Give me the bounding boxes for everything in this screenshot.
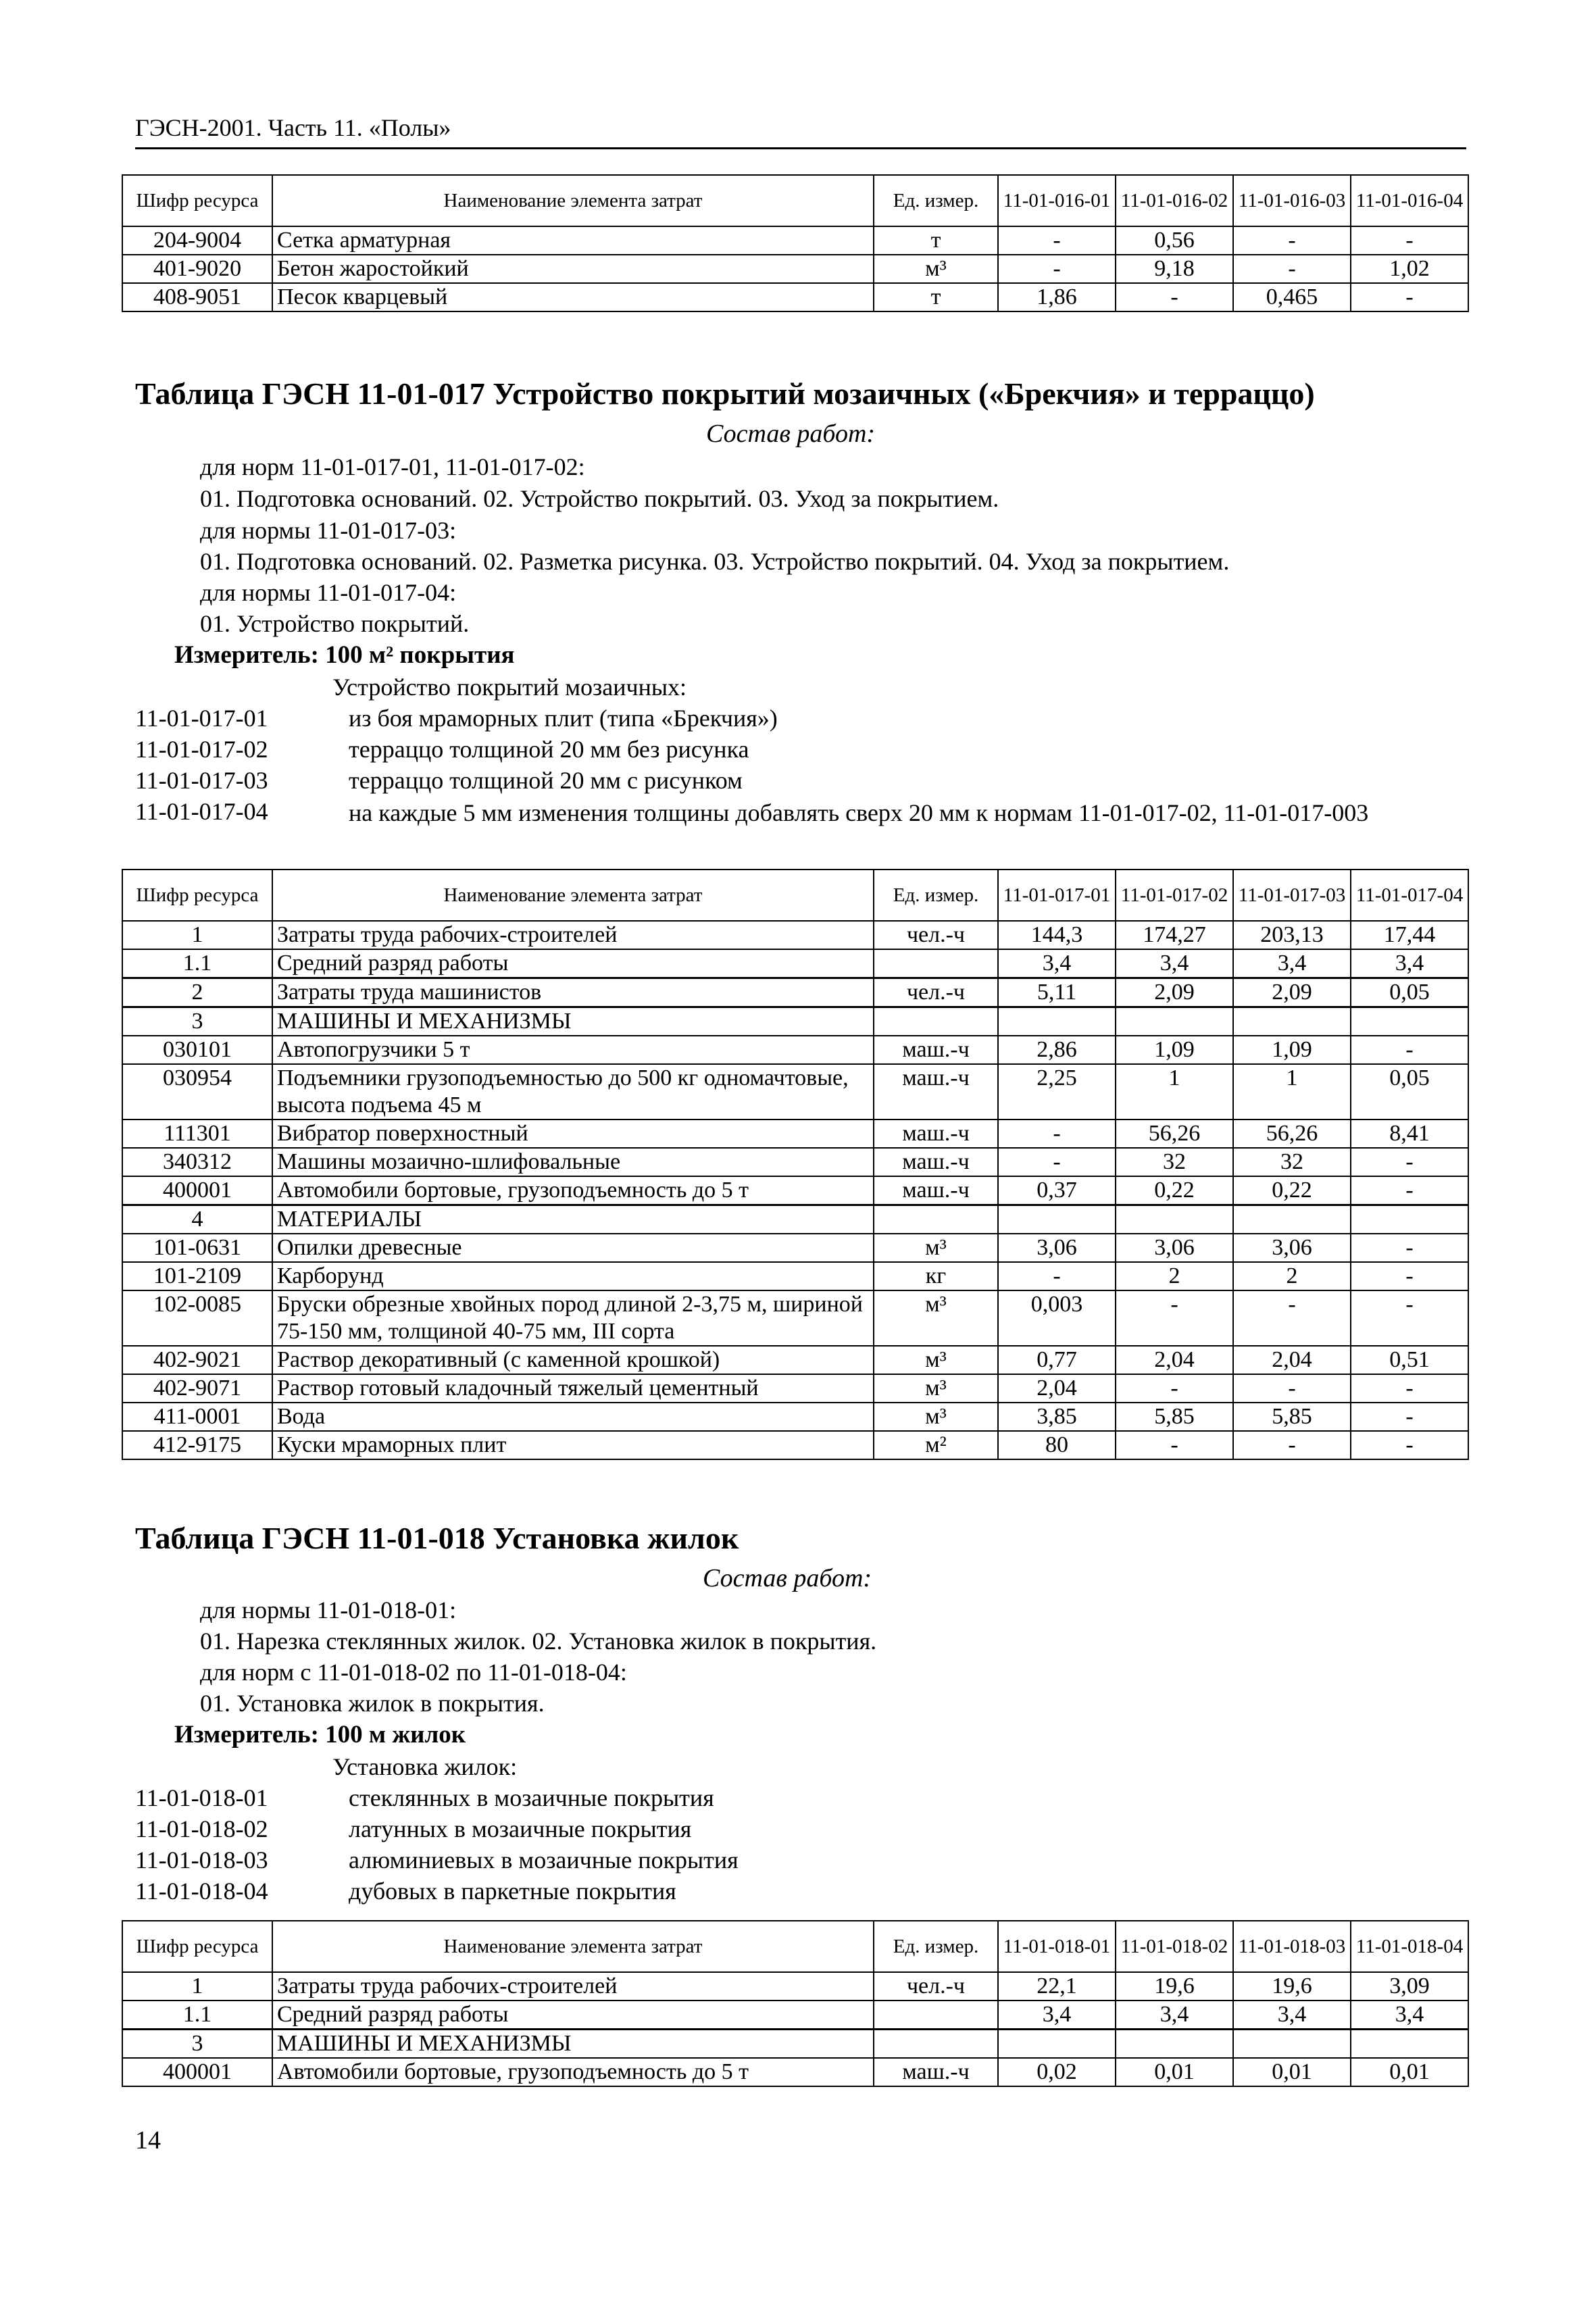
cell-value: 0,02 — [998, 2058, 1116, 2086]
header-name: Наименование элемента затрат — [272, 1921, 874, 1972]
cell-value: 9,18 — [1116, 255, 1233, 283]
cell-unit — [874, 1007, 998, 1036]
cell-value: 22,1 — [998, 1972, 1116, 2001]
cell-value: 1 — [1233, 1064, 1351, 1120]
cell-value — [998, 1205, 1116, 1234]
table-row — [122, 1234, 1468, 1262]
cell-unit: м³ — [874, 1403, 998, 1431]
cell-value: 3,4 — [1351, 2001, 1468, 2030]
cell-unit: маш.-ч — [874, 1120, 998, 1148]
cell-value: 0,05 — [1351, 1064, 1468, 1120]
cell-value: - — [1233, 255, 1351, 283]
norm-group-label: Устройство покрытий мозаичных: — [332, 674, 687, 701]
cell-value: 0,37 — [998, 1176, 1116, 1205]
section-title-018: Таблица ГЭСН 11-01-018 Установка жилок — [135, 1521, 739, 1555]
running-header: ГЭСН-2001. Часть 11. «Полы» — [135, 114, 451, 141]
cell-value: 0,01 — [1351, 2058, 1468, 2086]
cell-code: 111301 — [122, 1120, 272, 1148]
cell-value: 3,4 — [1351, 949, 1468, 978]
work-line: для норм 11-01-017-01, 11-01-017-02: — [200, 453, 585, 480]
cell-name: Машины мозаично-шлифовальные — [272, 1148, 874, 1176]
norm-code: 11-01-018-01 — [135, 1784, 268, 1811]
cell-unit: м³ — [874, 255, 998, 283]
cell-unit — [874, 2030, 998, 2059]
cell-name: МАШИНЫ И МЕХАНИЗМЫ — [272, 2030, 874, 2059]
cell-code: 408-9051 — [122, 283, 272, 311]
cell-value — [1233, 2030, 1351, 2059]
norm-code: 11-01-018-02 — [135, 1815, 268, 1842]
header-unit: Ед. измер. — [874, 1921, 998, 1972]
section-title-017: Таблица ГЭСН 11-01-017 Устройство покрытий мозаичных («Брекчия» и терраццо) — [135, 376, 1315, 411]
cell-value: 5,85 — [1233, 1403, 1351, 1431]
cell-value: 80 — [998, 1431, 1116, 1459]
cell-value: - — [998, 255, 1116, 283]
table-row — [122, 2001, 1468, 2030]
table-11-01-018 — [122, 1920, 1469, 2087]
cell-name: Затраты труда рабочих-строителей — [272, 1972, 874, 2001]
cell-value: 19,6 — [1116, 1972, 1233, 2001]
cell-name: Вибратор поверхностный — [272, 1120, 874, 1148]
norm-description: алюминиевых в мозаичные покрытия — [349, 1846, 739, 1873]
header-name: Наименование элемента затрат — [272, 175, 874, 226]
cell-unit: маш.-ч — [874, 1064, 998, 1120]
norm-description: латунных в мозаичные покрытия — [349, 1815, 692, 1842]
cell-value: - — [1233, 1431, 1351, 1459]
norm-code: 11-01-017-03 — [135, 767, 268, 794]
norm-description: на каждые 5 мм изменения толщины добавлять сверх 20 мм к нормам 11-01-017-02, 11-01-017-003 — [349, 799, 1369, 826]
cell-unit: кг — [874, 1262, 998, 1290]
cell-value: 2 — [1116, 1262, 1233, 1290]
cell-name: МАШИНЫ И МЕХАНИЗМЫ — [272, 1007, 874, 1036]
header-norm-col: 11-01-018-03 — [1233, 1921, 1351, 1972]
cell-value — [1351, 1007, 1468, 1036]
header-code: Шифр ресурса — [122, 175, 272, 226]
cell-value: - — [1351, 1262, 1468, 1290]
cell-code: 102-0085 — [122, 1290, 272, 1346]
cell-unit: маш.-ч — [874, 2058, 998, 2086]
cell-name: Песок кварцевый — [272, 283, 874, 311]
norm-code: 11-01-017-04 — [135, 798, 268, 825]
cell-unit — [874, 1205, 998, 1234]
cell-value: 2 — [1233, 1262, 1351, 1290]
cell-code: 204-9004 — [122, 226, 272, 255]
cell-name: Куски мраморных плит — [272, 1431, 874, 1459]
cell-unit: маш.-ч — [874, 1036, 998, 1064]
cell-value: - — [1233, 1290, 1351, 1346]
cell-value: 32 — [1116, 1148, 1233, 1176]
cell-value: 0,01 — [1116, 2058, 1233, 2086]
header-norm-col: 11-01-016-04 — [1351, 175, 1468, 226]
table-row — [122, 1007, 1468, 1036]
table-row — [122, 1064, 1468, 1120]
cell-code: 1.1 — [122, 949, 272, 978]
cell-value: 2,09 — [1233, 978, 1351, 1007]
cell-value — [1233, 1205, 1351, 1234]
cell-unit: т — [874, 226, 998, 255]
cell-value: 1,86 — [998, 283, 1116, 311]
header-norm-col: 11-01-016-01 — [998, 175, 1116, 226]
table-row — [122, 1205, 1468, 1234]
cell-value: 0,51 — [1351, 1346, 1468, 1374]
cell-value: 19,6 — [1233, 1972, 1351, 2001]
header-norm-col: 11-01-017-03 — [1233, 870, 1351, 921]
table-row — [122, 1431, 1468, 1459]
cell-code: 340312 — [122, 1148, 272, 1176]
cell-value: 3,4 — [998, 2001, 1116, 2030]
cell-value: - — [998, 1262, 1116, 1290]
cell-code: 101-0631 — [122, 1234, 272, 1262]
cell-value — [1116, 1007, 1233, 1036]
header-code: Шифр ресурса — [122, 1921, 272, 1972]
header-norm-col: 11-01-016-03 — [1233, 175, 1351, 226]
cell-code: 402-9021 — [122, 1346, 272, 1374]
cell-code: 3 — [122, 2030, 272, 2059]
cell-value: - — [1351, 1403, 1468, 1431]
cell-value: 5,11 — [998, 978, 1116, 1007]
cell-value: - — [1351, 1374, 1468, 1403]
table-row — [122, 2030, 1468, 2059]
cell-code: 412-9175 — [122, 1431, 272, 1459]
cell-value — [1116, 1205, 1233, 1234]
cell-value: 2,04 — [1116, 1346, 1233, 1374]
table-row — [122, 1036, 1468, 1064]
cell-name: Сетка арматурная — [272, 226, 874, 255]
table-row — [122, 1262, 1468, 1290]
table-row — [122, 1972, 1468, 2001]
cell-unit: м³ — [874, 1234, 998, 1262]
cell-name: Раствор готовый кладочный тяжелый цементный — [272, 1374, 874, 1403]
cell-value: 3,4 — [1116, 2001, 1233, 2030]
cell-value: 0,56 — [1116, 226, 1233, 255]
cell-name: Автомобили бортовые, грузоподъемность до 5 т — [272, 2058, 874, 2086]
cell-value: 2,04 — [998, 1374, 1116, 1403]
cell-value: - — [1116, 1374, 1233, 1403]
cell-name: Опилки древесные — [272, 1234, 874, 1262]
cell-value: 5,85 — [1116, 1403, 1233, 1431]
cell-code: 401-9020 — [122, 255, 272, 283]
cell-unit: чел.-ч — [874, 1972, 998, 2001]
header-code: Шифр ресурса — [122, 870, 272, 921]
cell-value — [1351, 2030, 1468, 2059]
cell-value: - — [1351, 1290, 1468, 1346]
table-row — [122, 1120, 1468, 1148]
cell-name: Автопогрузчики 5 т — [272, 1036, 874, 1064]
table-row — [122, 226, 1468, 255]
work-line: 01. Устройство покрытий. — [200, 610, 470, 637]
cell-value: - — [998, 226, 1116, 255]
cell-code: 030101 — [122, 1036, 272, 1064]
cell-value: 3,4 — [1116, 949, 1233, 978]
cell-name: Вода — [272, 1403, 874, 1431]
cell-value: 2,25 — [998, 1064, 1116, 1120]
cell-value: 3,4 — [998, 949, 1116, 978]
work-composition-label: Состав работ: — [703, 1564, 872, 1592]
cell-value: 56,26 — [1233, 1120, 1351, 1148]
work-line: 01. Установка жилок в покрытия. — [200, 1690, 545, 1717]
header-norm-col: 11-01-017-02 — [1116, 870, 1233, 921]
cell-value — [998, 1007, 1116, 1036]
cell-value: 0,05 — [1351, 978, 1468, 1007]
cell-value: - — [1351, 1036, 1468, 1064]
cell-value: 2,86 — [998, 1036, 1116, 1064]
table-row — [122, 2058, 1468, 2086]
header-name: Наименование элемента затрат — [272, 870, 874, 921]
work-line: для норм с 11-01-018-02 по 11-01-018-04: — [200, 1659, 627, 1686]
table-row — [122, 283, 1468, 311]
cell-unit: м³ — [874, 1374, 998, 1403]
work-line: для нормы 11-01-017-03: — [200, 517, 457, 544]
cell-name: Затраты труда рабочих-строителей — [272, 921, 874, 949]
cell-value — [1351, 1205, 1468, 1234]
header-unit: Ед. измер. — [874, 175, 998, 226]
cell-value: 8,41 — [1351, 1120, 1468, 1148]
cell-value: 1,02 — [1351, 255, 1468, 283]
cell-code: 402-9071 — [122, 1374, 272, 1403]
cell-name: Средний разряд работы — [272, 949, 874, 978]
cell-value: - — [1351, 283, 1468, 311]
cell-value: 1 — [1116, 1064, 1233, 1120]
table-row — [122, 949, 1468, 978]
cell-value: - — [1116, 283, 1233, 311]
cell-unit — [874, 2001, 998, 2030]
cell-value: 174,27 — [1116, 921, 1233, 949]
norm-description: стеклянных в мозаичные покрытия — [349, 1784, 714, 1811]
norm-code: 11-01-017-01 — [135, 705, 268, 732]
cell-value: 1,09 — [1116, 1036, 1233, 1064]
cell-value: 0,77 — [998, 1346, 1116, 1374]
header-norm-col: 11-01-017-01 — [998, 870, 1116, 921]
cell-name: Бруски обрезные хвойных пород длиной 2-3,75 м, шириной 75-150 мм, толщиной 40-75 мм, III сорта — [272, 1290, 874, 1346]
norm-description: из боя мраморных плит (типа «Брекчия») — [349, 705, 778, 732]
cell-unit — [874, 949, 998, 978]
table-11-01-017 — [122, 869, 1469, 1460]
cell-code: 1 — [122, 1972, 272, 2001]
cell-code: 3 — [122, 1007, 272, 1036]
norm-code: 11-01-017-02 — [135, 736, 268, 763]
header-unit: Ед. измер. — [874, 870, 998, 921]
cell-value: - — [1351, 1431, 1468, 1459]
cell-value: 203,13 — [1233, 921, 1351, 949]
cell-name: Средний разряд работы — [272, 2001, 874, 2030]
cell-value: - — [1351, 1234, 1468, 1262]
cell-unit: м³ — [874, 1290, 998, 1346]
table-row — [122, 978, 1468, 1007]
cell-unit: маш.-ч — [874, 1176, 998, 1205]
work-line: 01. Подготовка оснований. 02. Устройство покрытий. 03. Уход за покрытием. — [200, 485, 999, 512]
cell-value: 17,44 — [1351, 921, 1468, 949]
cell-name: Автомобили бортовые, грузоподъемность до 5 т — [272, 1176, 874, 1205]
cell-value: 3,09 — [1351, 1972, 1468, 2001]
work-composition-label: Состав работ: — [706, 420, 876, 448]
cell-code: 101-2109 — [122, 1262, 272, 1290]
page-number: 14 — [135, 2126, 161, 2155]
cell-code: 400001 — [122, 1176, 272, 1205]
cell-code: 1 — [122, 921, 272, 949]
norm-code: 11-01-018-04 — [135, 1878, 268, 1905]
cell-value — [998, 2030, 1116, 2059]
cell-unit: м² — [874, 1431, 998, 1459]
measure-unit: Измеритель: 100 м жилок — [174, 1721, 466, 1749]
cell-value: 2,04 — [1233, 1346, 1351, 1374]
table-row — [122, 1176, 1468, 1205]
cell-value: 3,85 — [998, 1403, 1116, 1431]
cell-value: 3,4 — [1233, 2001, 1351, 2030]
cell-value — [1233, 1007, 1351, 1036]
cell-name: Бетон жаростойкий — [272, 255, 874, 283]
work-line: для нормы 11-01-018-01: — [200, 1596, 457, 1624]
cell-value: - — [1233, 1374, 1351, 1403]
table-11-01-016 — [122, 174, 1469, 312]
cell-code: 030954 — [122, 1064, 272, 1120]
cell-name: Раствор декоративный (с каменной крошкой) — [272, 1346, 874, 1374]
cell-value: - — [1116, 1290, 1233, 1346]
cell-name: Подъемники грузоподъемностью до 500 кг одномачтовые, высота подъема 45 м — [272, 1064, 874, 1120]
cell-value: 2,09 — [1116, 978, 1233, 1007]
cell-value: 32 — [1233, 1148, 1351, 1176]
table-row — [122, 1374, 1468, 1403]
norm-code: 11-01-018-03 — [135, 1846, 268, 1873]
cell-value: - — [1351, 1148, 1468, 1176]
header-rule — [135, 147, 1466, 149]
norm-description: терраццо толщиной 20 мм с рисунком — [349, 767, 743, 794]
cell-value: 0,003 — [998, 1290, 1116, 1346]
measure-unit: Измеритель: 100 м² покрытия — [174, 641, 515, 669]
cell-name: Затраты труда машинистов — [272, 978, 874, 1007]
cell-code: 400001 — [122, 2058, 272, 2086]
cell-value: - — [1351, 226, 1468, 255]
cell-unit: м³ — [874, 1346, 998, 1374]
cell-code: 1.1 — [122, 2001, 272, 2030]
cell-name: Карборунд — [272, 1262, 874, 1290]
work-line: для нормы 11-01-017-04: — [200, 579, 457, 606]
cell-value: - — [998, 1148, 1116, 1176]
norm-description: дубовых в паркетные покрытия — [349, 1878, 676, 1905]
cell-value: 0,22 — [1116, 1176, 1233, 1205]
cell-value: 56,26 — [1116, 1120, 1233, 1148]
cell-value: 3,06 — [998, 1234, 1116, 1262]
table-row — [122, 1403, 1468, 1431]
cell-value: 0,01 — [1233, 2058, 1351, 2086]
cell-unit: чел.-ч — [874, 978, 998, 1007]
cell-value: 3,06 — [1116, 1234, 1233, 1262]
header-norm-col: 11-01-018-01 — [998, 1921, 1116, 1972]
cell-value — [1116, 2030, 1233, 2059]
cell-value: 1,09 — [1233, 1036, 1351, 1064]
cell-value: - — [998, 1120, 1116, 1148]
work-line: 01. Подготовка оснований. 02. Разметка рисунка. 03. Устройство покрытий. 04. Уход за покрытием. — [200, 548, 1230, 575]
work-line: 01. Нарезка стеклянных жилок. 02. Установка жилок в покрытия. — [200, 1628, 877, 1655]
table-row — [122, 1290, 1468, 1346]
cell-value: 0,22 — [1233, 1176, 1351, 1205]
cell-unit: т — [874, 283, 998, 311]
cell-value: 144,3 — [998, 921, 1116, 949]
norm-group-label: Установка жилок: — [332, 1753, 518, 1780]
table-row — [122, 1346, 1468, 1374]
cell-value: - — [1351, 1176, 1468, 1205]
cell-code: 4 — [122, 1205, 272, 1234]
cell-code: 2 — [122, 978, 272, 1007]
cell-unit: маш.-ч — [874, 1148, 998, 1176]
cell-value: 3,4 — [1233, 949, 1351, 978]
cell-value: 3,06 — [1233, 1234, 1351, 1262]
cell-unit: чел.-ч — [874, 921, 998, 949]
cell-value: 0,465 — [1233, 283, 1351, 311]
norm-description: терраццо толщиной 20 мм без рисунка — [349, 736, 749, 763]
header-norm-col: 11-01-018-04 — [1351, 1921, 1468, 1972]
cell-value: - — [1233, 226, 1351, 255]
table-row — [122, 921, 1468, 949]
cell-name: МАТЕРИАЛЫ — [272, 1205, 874, 1234]
table-row — [122, 1148, 1468, 1176]
header-norm-col: 11-01-016-02 — [1116, 175, 1233, 226]
header-norm-col: 11-01-018-02 — [1116, 1921, 1233, 1972]
cell-value: - — [1116, 1431, 1233, 1459]
cell-code: 411-0001 — [122, 1403, 272, 1431]
table-row — [122, 255, 1468, 283]
header-norm-col: 11-01-017-04 — [1351, 870, 1468, 921]
